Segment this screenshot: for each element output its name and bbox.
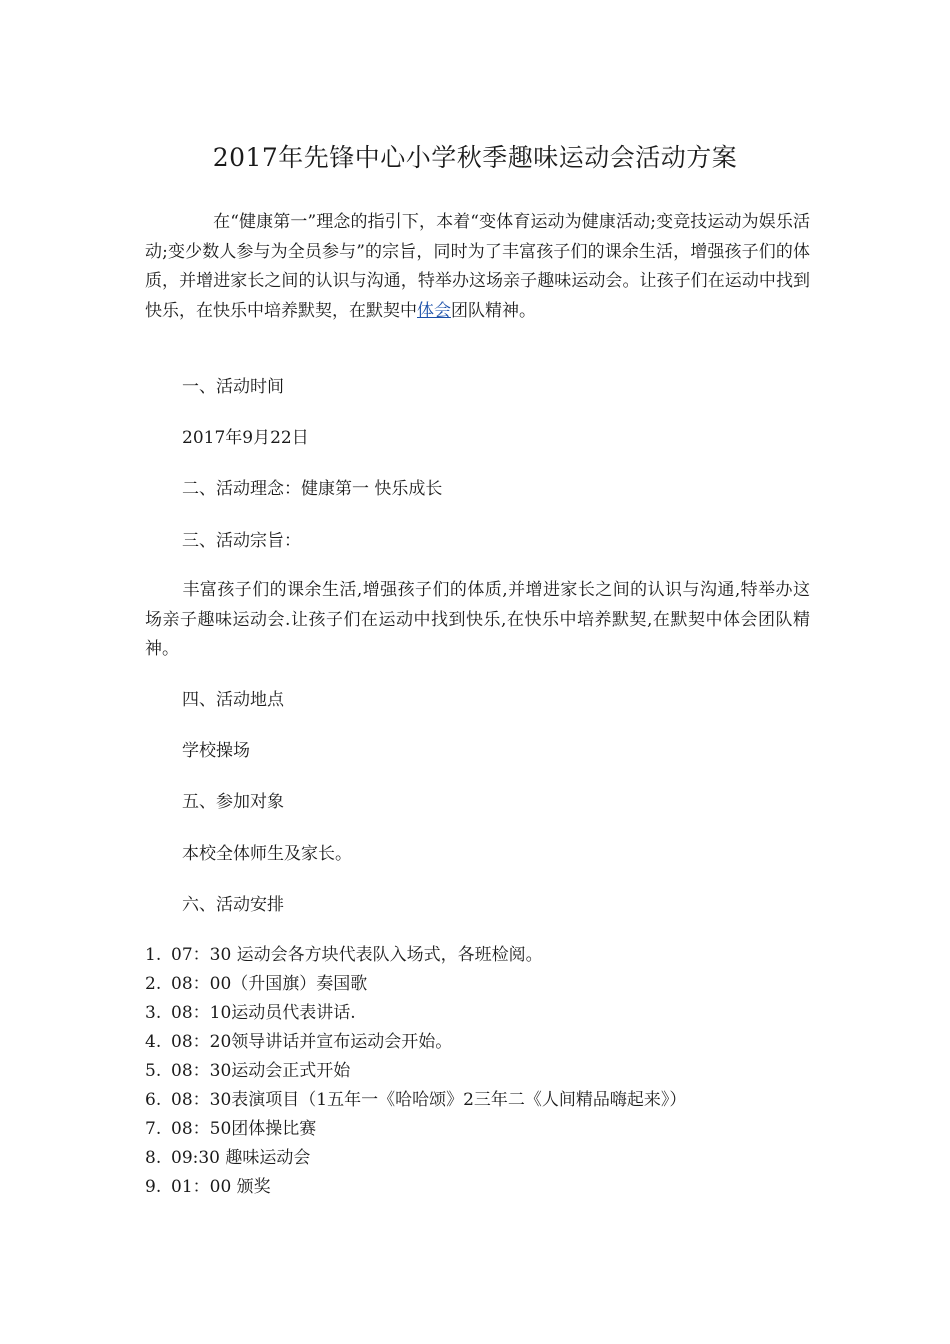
schedule-item-text: 08：30运动会正式开始 [171, 1061, 351, 1081]
schedule-item [145, 1057, 686, 1086]
section-heading-concept: 二、活动理念：健康第一 快乐成长 [182, 479, 443, 499]
purpose-paragraph [145, 576, 810, 665]
schedule-item-number: 7. [145, 1119, 162, 1139]
schedule-item-number: 4. [145, 1032, 162, 1052]
purpose-text: 丰富孩子们的课余生活,增强孩子们的体质,并增进家长之间的认识与沟通,特举办这场亲子趣味运动会.让孩子们在运动中找到快乐,在快乐中培养默契,在默契中体会团队精神。 [145, 580, 810, 659]
schedule-item-text: 08：30表演项目（1五年一《哈哈颂》2三年二《人间精品嗨起来》） [171, 1090, 687, 1110]
schedule-item [145, 1173, 686, 1202]
schedule-item [145, 999, 686, 1028]
schedule-item-text: 08：50团体操比赛 [171, 1119, 317, 1139]
section-heading-participants: 五、参加对象 [182, 792, 284, 812]
time-value: 2017年9月22日 [182, 428, 309, 448]
schedule-item-number: 1. [145, 945, 162, 965]
document-title: 2017年先锋中心小学秋季趣味运动会活动方案 [212, 143, 738, 172]
intro-paragraph [145, 208, 810, 326]
section-heading-schedule: 六、活动安排 [182, 895, 284, 915]
schedule-item-number: 5. [145, 1061, 162, 1081]
participants-value: 本校全体师生及家长。 [182, 844, 352, 864]
schedule-item-number: 2. [145, 974, 162, 994]
schedule-item-text: 08：20领导讲话并宣布运动会开始。 [171, 1032, 453, 1052]
schedule-item-text: 09:30 趣味运动会 [171, 1148, 311, 1168]
schedule-item-text: 08：10运动员代表讲话. [171, 1003, 356, 1023]
schedule-item-text: 08：00（升国旗）奏国歌 [171, 974, 368, 994]
schedule-item-number: 9. [145, 1177, 162, 1197]
schedule-item [145, 1144, 686, 1173]
intro-text: 在“健康第一”理念的指引下，本着“变体育运动为健康活动;变竞技运动为娱乐活动;变少数人参与为全员参与”的宗旨，同时为了丰富孩子们的课余生活，增强孩子们的体质，并增进家长之间的认识与沟通，特举办这场亲子趣味运动会。让孩子们在运动中找到快乐，在快乐中培养默契，在默契中 [145, 212, 810, 321]
intro-link[interactable]: 体会 [417, 300, 451, 321]
schedule-item-text: 07：30 运动会各方块代表队入场式，各班检阅。 [171, 945, 543, 965]
section-heading-time: 一、活动时间 [182, 377, 284, 397]
schedule-item-number: 8. [145, 1148, 162, 1168]
section-heading-location: 四、活动地点 [182, 690, 284, 710]
schedule-item [145, 970, 686, 999]
schedule-item-number: 3. [145, 1003, 162, 1023]
schedule-item [145, 941, 686, 970]
intro-text-end: 团队精神。 [451, 300, 536, 321]
section-heading-purpose: 三、活动宗旨： [182, 531, 301, 551]
schedule-item-text: 01：00 颁奖 [171, 1177, 271, 1197]
location-value: 学校操场 [182, 741, 250, 761]
schedule-item [145, 1115, 686, 1144]
schedule-item [145, 1028, 686, 1057]
schedule-list [145, 941, 686, 1202]
schedule-item [145, 1086, 686, 1115]
schedule-item-number: 6. [145, 1090, 162, 1110]
